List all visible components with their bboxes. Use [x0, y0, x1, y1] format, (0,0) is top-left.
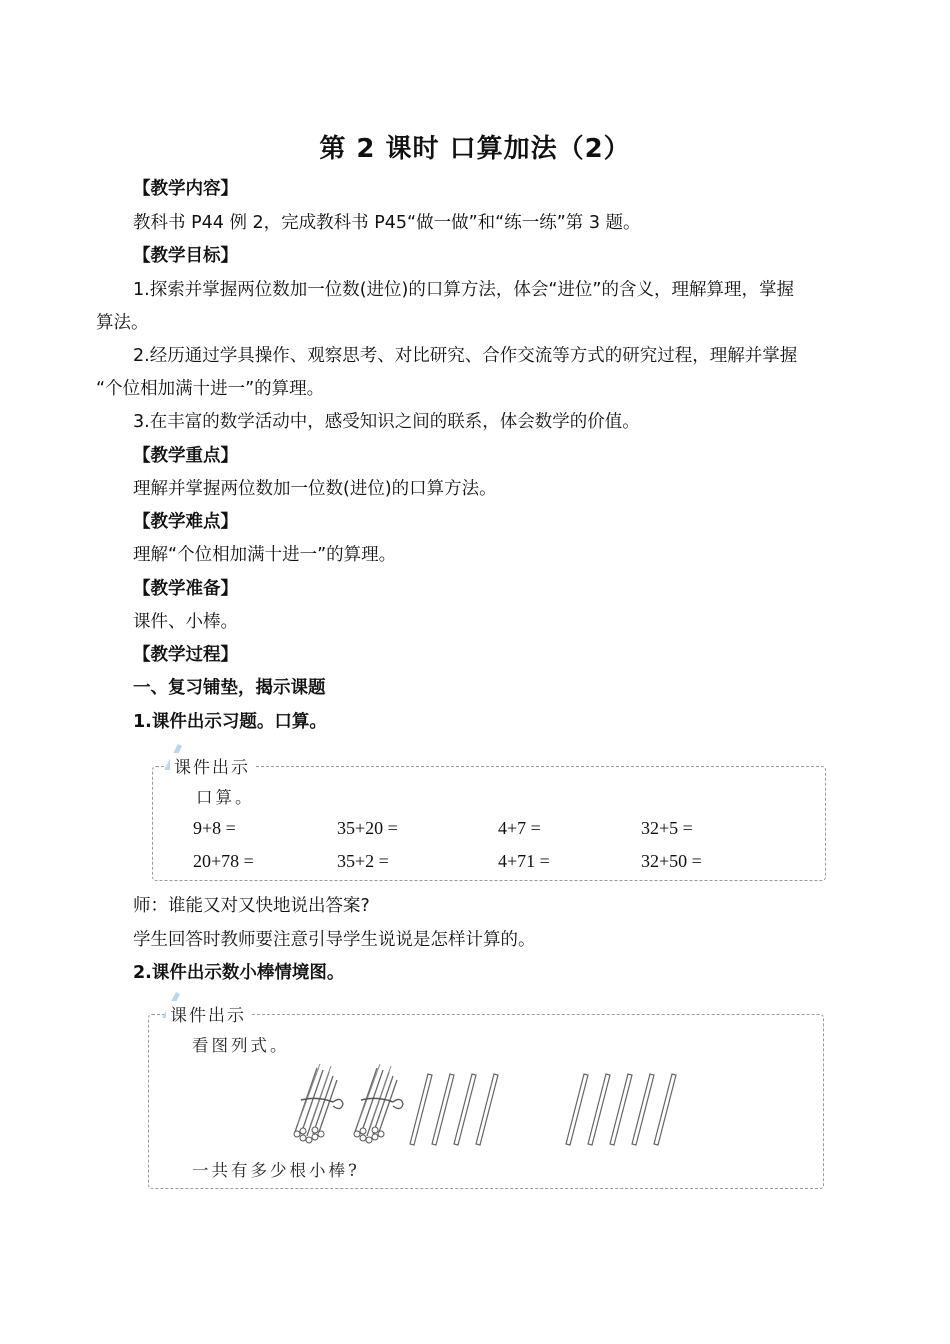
goal3: 3.在丰富的数学活动中，感受知识之间的联系，体会数学的价值。 — [133, 412, 640, 432]
equation: 32+50 = — [641, 851, 702, 871]
process-heading: 【教学过程】 — [133, 645, 238, 665]
equation: 35+20 = — [337, 818, 398, 838]
student-note: 学生回答时教师要注意引导学生说说是怎样计算的。 — [133, 930, 536, 950]
goal1-line1: 1.探索并掌握两位数加一位数(进位)的口算方法，体会“进位”的含义，理解算理，掌握 — [133, 280, 794, 300]
goal2-line2: “个位相加满十进一”的算理。 — [96, 379, 325, 399]
sticks-illustration — [285, 1060, 695, 1150]
box2-instruction: 看图列式。 — [192, 1036, 290, 1055]
equation: 4+71 = — [498, 851, 550, 871]
page-title: 第 2 课时 口算加法（2） — [319, 134, 631, 164]
equation: 4+7 = — [498, 818, 541, 838]
box2-label: 课件出示 — [166, 1001, 250, 1026]
goals-heading: 【教学目标】 — [133, 246, 238, 266]
goal1-line2: 算法。 — [96, 313, 149, 333]
content-text: 教科书 P44 例 2，完成教科书 P45“做一做”和“练一练”第 3 题。 — [133, 213, 641, 233]
part1-heading: 一、复习铺垫，揭示课题 — [133, 678, 326, 698]
equation: 20+78 = — [193, 851, 254, 871]
step1-heading: 1.课件出示习题。口算。 — [133, 712, 327, 732]
equation: 9+8 = — [193, 818, 236, 838]
step2-heading: 2.课件出示数小棒情境图。 — [133, 963, 345, 983]
equation: 35+2 = — [337, 851, 389, 871]
goal2-line1: 2.经历通过学具操作、观察思考、对比研究、合作交流等方式的研究过程，理解并掌握 — [133, 346, 798, 366]
key-text: 理解并掌握两位数加一位数(进位)的口算方法。 — [133, 479, 497, 499]
box1-instruction: 口算。 — [196, 788, 255, 807]
box1-label: 课件出示 — [170, 753, 254, 778]
equation: 32+5 = — [641, 818, 693, 838]
prep-text: 课件、小棒。 — [133, 612, 238, 632]
key-heading: 【教学重点】 — [133, 446, 238, 466]
difficult-text: 理解“个位相加满十进一”的算理。 — [133, 545, 397, 565]
difficult-heading: 【教学难点】 — [133, 512, 238, 532]
content-heading: 【教学内容】 — [133, 179, 238, 199]
prep-heading: 【教学准备】 — [133, 579, 238, 599]
box2-question: 一共有多少根小棒? — [192, 1161, 360, 1180]
teacher-question: 师：谁能又对又快地说出答案? — [133, 896, 370, 916]
